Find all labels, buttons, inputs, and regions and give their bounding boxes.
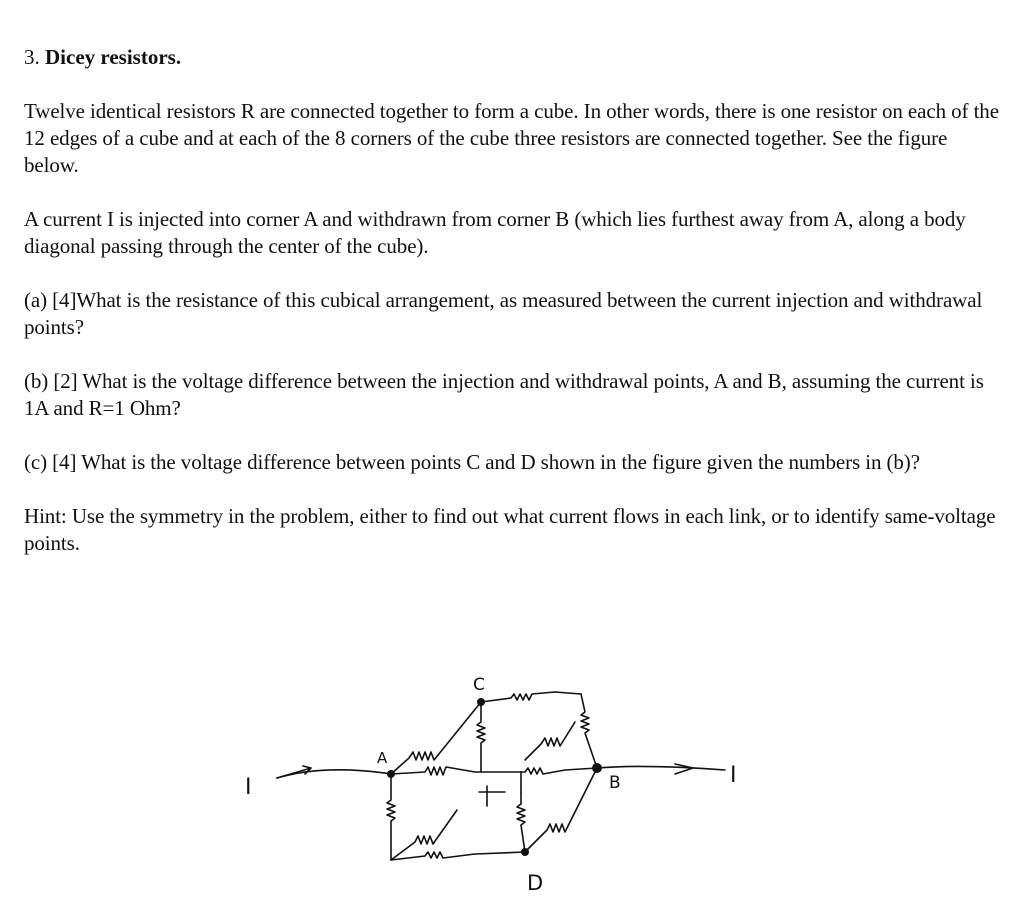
resistor-mid-d bbox=[517, 792, 525, 852]
resistor-front-b bbox=[521, 768, 597, 774]
resistor-a-down bbox=[387, 774, 395, 860]
resistor-bottomleft-mid bbox=[391, 810, 457, 860]
label-b: B bbox=[609, 773, 621, 793]
node-d bbox=[521, 848, 529, 856]
input-arrow-icon bbox=[277, 766, 311, 778]
paragraph-current: A current I is injected into corner A and withdrawn from corner B (which lies furthest away from A, along a body diagonal passing through the center of the cube). bbox=[24, 207, 966, 258]
cross-junction bbox=[479, 786, 505, 806]
output-wire bbox=[597, 766, 725, 770]
resistor-a-c bbox=[391, 702, 481, 774]
resistor-a-front bbox=[391, 767, 521, 775]
resistor-topright-b bbox=[581, 694, 597, 768]
current-in-label: I bbox=[245, 775, 252, 800]
question-c: (c) [4] What is the voltage difference between points C and D shown in the figure given the numbers in (b)? bbox=[24, 450, 920, 474]
resistor-c-mid bbox=[477, 702, 485, 772]
label-c: C bbox=[473, 675, 485, 695]
question-b: (b) [2] What is the voltage difference between the injection and withdrawal points, A and B, assuming the current is 1A and R=1 Ohm? bbox=[24, 369, 984, 420]
node-a bbox=[387, 770, 395, 778]
hint: Hint: Use the symmetry in the problem, either to find out what current flows in each link, or to identify same-voltage points. bbox=[24, 504, 996, 555]
output-arrow-icon bbox=[675, 764, 693, 774]
current-out-label: I bbox=[730, 763, 737, 788]
label-a: A bbox=[377, 749, 388, 767]
resistor-bottom-d bbox=[391, 852, 525, 860]
problem-title: Dicey resistors. bbox=[45, 45, 182, 69]
paragraph-description: Twelve identical resistors R are connected together to form a cube. In other words, there is one resistor on each of the 12 edges of a cube and at each of the 8 corners of the cube three resistors are connected together. See the figure below. bbox=[24, 99, 999, 177]
resistor-c-topright bbox=[481, 692, 581, 702]
cube-diagram bbox=[225, 660, 765, 900]
resistor-front-topright bbox=[525, 722, 575, 760]
input-wire bbox=[277, 770, 391, 778]
cube-resistor-figure bbox=[225, 660, 765, 900]
resistor-d-b bbox=[525, 768, 597, 852]
problem-page bbox=[24, 44, 1004, 584]
question-a: (a) [4]What is the resistance of this cubical arrangement, as measured between the current injection and withdrawal points? bbox=[24, 288, 983, 339]
problem-heading bbox=[24, 44, 1004, 71]
node-c bbox=[477, 698, 485, 706]
problem-number: 3. bbox=[24, 45, 40, 69]
node-b bbox=[592, 763, 602, 773]
label-d: D bbox=[527, 871, 544, 895]
